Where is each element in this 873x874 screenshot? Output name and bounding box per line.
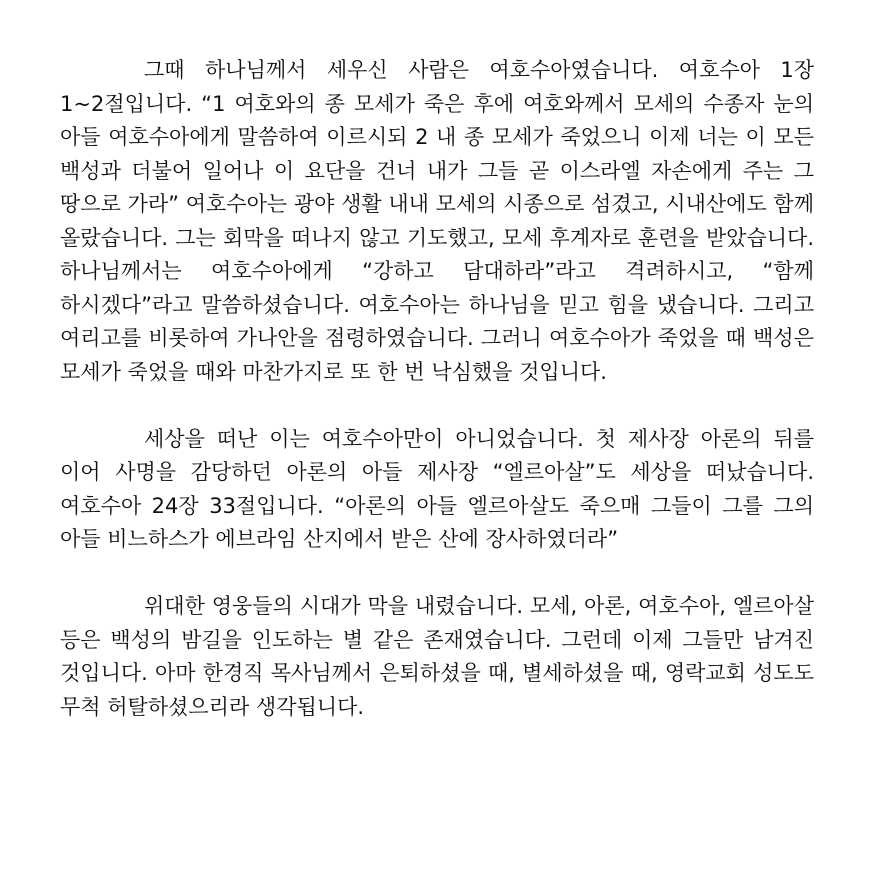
paragraph-gap	[60, 389, 814, 423]
paragraph-1: 그때 하나님께서 세우신 사람은 여호수아였습니다. 여호수아 1장 1~2절입니다. “1 여호와의 종 모세가 죽은 후에 여호와께서 모세의 수종자 눈의 아들 여호수아에게 말씀하여 이르시되 2 내 종 모세가 죽었으니 이제 너는 이 모든 백성과 더불어 일어나 이 요단을 건너 내가 그들 곧 이스라엘 자손에게 주는 그 땅으로 가라” 여호수아는 광야 생활 내내 모세의 시종으로 섬겼고, 시내산에도 함께 올랐습니다. 그는 회막을 떠나지 않고 기도했고, 모세 후계자로 훈련을 받았습니다. 하나님께서는 여호수아에게 “강하고 담대하라”라고 격려하시고, “함께 하시겠다”라고 말씀하셨습니다. 여호수아는 하나님을 믿고 힘을 냈습니다. 그리고 여리고를 비롯하여 가나안을 점령하였습니다. 그러니 여호수아가 죽었을 때 백성은 모세가 죽었을 때와 마찬가지로 또 한 번 낙심했을 것입니다.	[60, 58, 814, 384]
document-body	[60, 54, 814, 724]
paragraph-3: 위대한 영웅들의 시대가 막을 내렸습니다. 모세, 아론, 여호수아, 엘르아살 등은 백성의 밤길을 인도하는 별 같은 존재였습니다. 그런데 이제 그들만 남겨진 것입니다. 아마 한경직 목사님께서 은퇴하셨을 때, 별세하셨을 때, 영락교회 성도도 무척 허탈하셨으리라 생각됩니다.	[60, 594, 814, 719]
paragraph-2: 세상을 떠난 이는 여호수아만이 아니었습니다. 첫 제사장 아론의 뒤를 이어 사명을 감당하던 아론의 아들 제사장 “엘르아살”도 세상을 떠났습니다. 여호수아 24장 33절입니다. “아론의 아들 엘르아살도 죽으매 그들이 그를 그의 아들 비느하스가 에브라임 산지에서 받은 산에 장사하였더라”	[60, 426, 814, 551]
paragraph-gap	[60, 557, 814, 591]
